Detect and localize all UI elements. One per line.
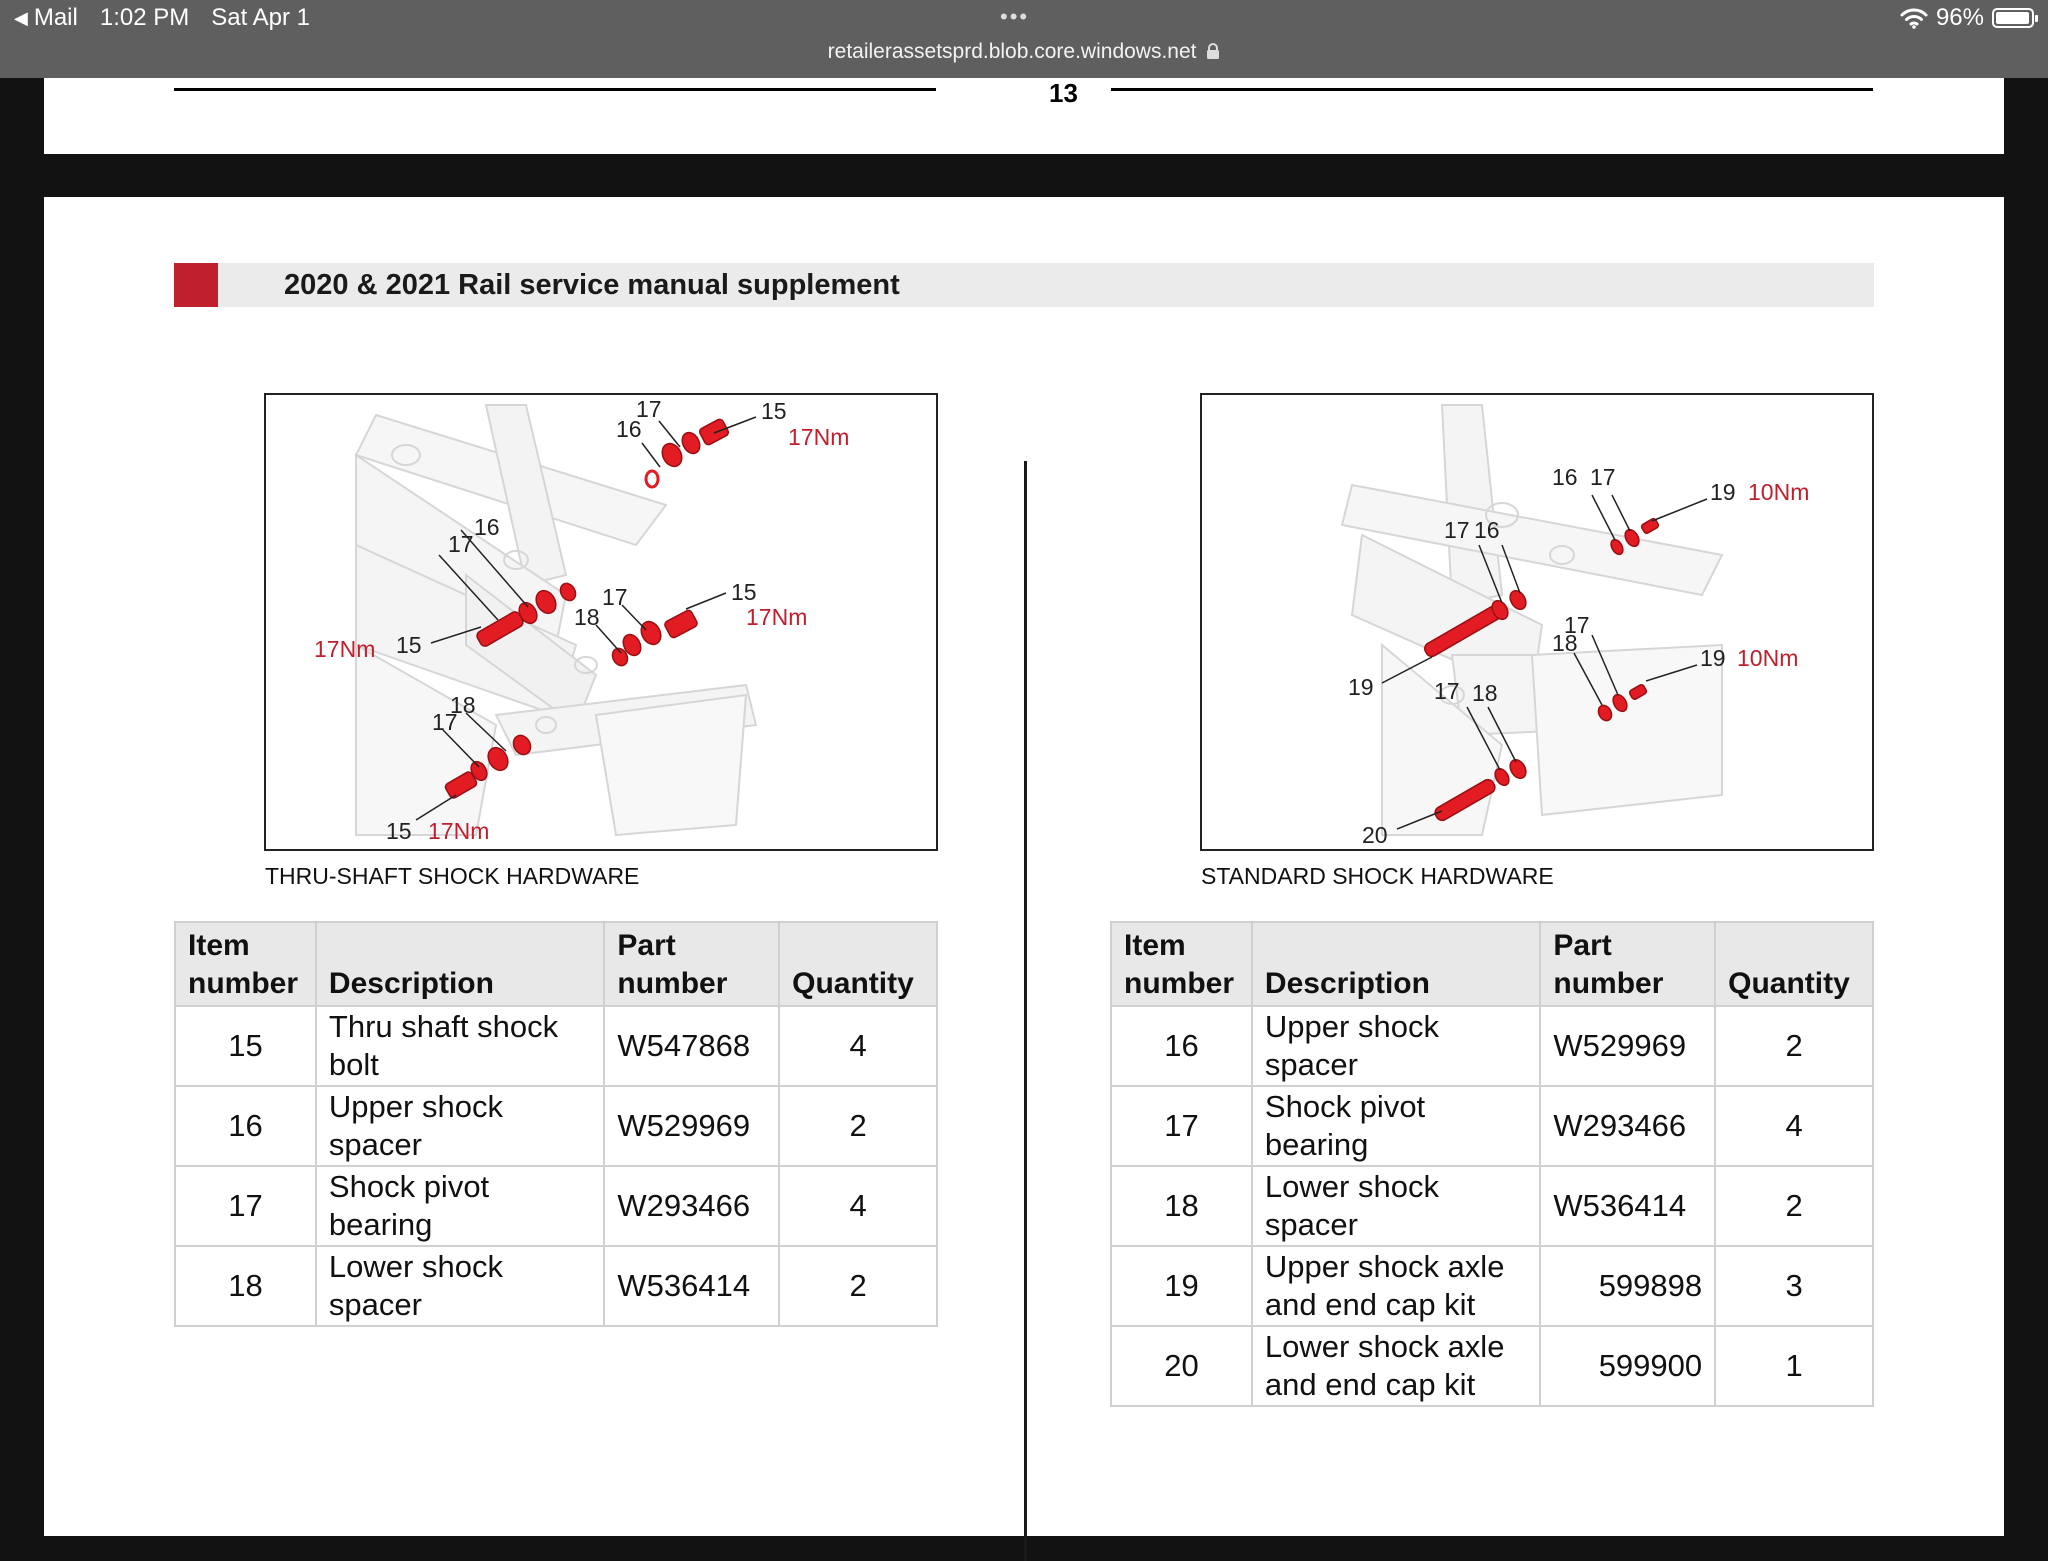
cell-qty: 4 <box>1715 1086 1873 1166</box>
lbl-20-bottom: 20 <box>1362 822 1388 848</box>
standard-shock-diagram <box>1200 393 1874 851</box>
header-line: number <box>188 967 299 1000</box>
cell-description <box>1252 1086 1540 1166</box>
cell-part: 599900 <box>1540 1326 1715 1406</box>
table-row <box>1111 1246 1873 1326</box>
desc-line: Upper shock axle <box>1264 1249 1505 1284</box>
cell-item: 17 <box>1111 1086 1252 1166</box>
left-caption: THRU-SHAFT SHOCK HARDWARE <box>265 863 640 889</box>
desc-line: Shock pivot <box>1264 1089 1426 1124</box>
desc-line: and end cap kit <box>1264 1287 1476 1322</box>
col-header-part <box>604 922 779 1006</box>
standard-parts-table <box>1110 921 1874 1407</box>
desc-line: Thru shaft shock <box>328 1009 559 1044</box>
cell-description <box>1252 1326 1540 1406</box>
header-line: number <box>1553 967 1664 1000</box>
header-line: Description <box>328 967 494 1000</box>
header-line: Quantity <box>1728 967 1850 1000</box>
col-header-quantity <box>779 922 937 1006</box>
col-header-description <box>316 922 604 1006</box>
desc-line: bearing <box>1264 1127 1369 1162</box>
cell-item: 20 <box>1111 1326 1252 1406</box>
cell-item: 19 <box>1111 1246 1252 1326</box>
cell-part: W547868 <box>604 1006 779 1086</box>
lbl-15-top: 15 <box>761 398 787 424</box>
table-row <box>175 1246 937 1326</box>
cell-part: W529969 <box>604 1086 779 1166</box>
torque-mid-left: 17Nm <box>314 636 376 662</box>
desc-line: Upper shock <box>328 1089 503 1124</box>
header-line: number <box>617 967 728 1000</box>
cell-description <box>316 1086 604 1166</box>
standard-shock-illustration <box>1202 395 1874 851</box>
cell-part: W536414 <box>604 1246 779 1326</box>
cell-description <box>316 1006 604 1086</box>
cell-part: W529969 <box>1540 1006 1715 1086</box>
lbl-16-mid: 16 <box>1474 517 1500 543</box>
cell-part: W293466 <box>604 1166 779 1246</box>
header-line: Item <box>1124 929 1186 962</box>
table-header-row <box>1111 922 1873 1006</box>
col-header-quantity <box>1715 922 1873 1006</box>
battery-fill <box>1996 12 2029 24</box>
lbl-15-bottom: 15 <box>386 818 412 844</box>
lbl-17-midright: 17 <box>1564 612 1590 638</box>
desc-line: bearing <box>328 1207 433 1242</box>
lbl-18-midright: 18 <box>1552 630 1578 656</box>
col-header-part <box>1540 922 1715 1006</box>
page-rule-left <box>174 88 936 91</box>
lbl-18-bottom: 18 <box>1472 680 1498 706</box>
desc-line: Lower shock axle <box>1264 1329 1505 1364</box>
status-bar <box>0 0 2048 78</box>
cell-description <box>1252 1166 1540 1246</box>
lbl-15-midright: 15 <box>731 579 757 605</box>
lbl-17-bottom: 17 <box>432 709 458 735</box>
battery-icon <box>1992 8 2034 28</box>
desc-line: Upper shock <box>1264 1009 1439 1044</box>
header-line: Part <box>617 929 676 962</box>
lbl-17-mid: 17 <box>1444 517 1470 543</box>
page-rule-right <box>1111 88 1873 91</box>
torque-bottom: 17Nm <box>428 818 490 844</box>
lbl-18-bottom: 18 <box>450 692 476 718</box>
table-row <box>175 1166 937 1246</box>
lbl-17-midright: 17 <box>602 584 628 610</box>
table-header-row <box>175 922 937 1006</box>
wifi-icon <box>1900 7 1928 29</box>
cell-item: 16 <box>1111 1006 1252 1086</box>
lbl-16-mid: 16 <box>474 514 500 540</box>
lbl-16-top: 16 <box>1552 464 1578 490</box>
table-row <box>175 1086 937 1166</box>
status-date: Sat Apr 1 <box>211 4 310 31</box>
cell-description <box>1252 1006 1540 1086</box>
page-number: 13 <box>1049 78 1078 108</box>
page-title: 2020 & 2021 Rail service manual supplement <box>284 269 900 301</box>
header-line: Description <box>1264 967 1430 1000</box>
thru-shaft-parts-table <box>174 921 938 1327</box>
cell-part: W536414 <box>1540 1166 1715 1246</box>
lbl-19-left: 19 <box>1348 674 1374 700</box>
lbl-17-mid: 17 <box>448 531 474 557</box>
header-line: Part <box>1553 929 1612 962</box>
cell-description <box>316 1246 604 1326</box>
lbl-17-bottom: 17 <box>1434 678 1460 704</box>
cell-qty: 2 <box>779 1246 937 1326</box>
url-text: retailerassetsprd.blob.core.windows.net <box>827 40 1197 63</box>
torque-top: 17Nm <box>788 424 850 450</box>
lbl-19-midright: 19 <box>1700 645 1726 671</box>
multitask-dots-icon[interactable]: ••• <box>1000 4 1030 29</box>
header-line: Item <box>188 929 250 962</box>
thru-shaft-diagram <box>264 393 938 851</box>
cell-qty: 2 <box>1715 1006 1873 1086</box>
desc-line: and end cap kit <box>1264 1367 1476 1402</box>
cell-qty: 4 <box>779 1166 937 1246</box>
status-right <box>1900 4 2034 32</box>
desc-line: Shock pivot <box>328 1169 490 1204</box>
battery-percent: 96% <box>1935 4 1984 31</box>
lbl-19-top: 19 <box>1710 479 1736 505</box>
desc-line: Lower shock <box>1264 1169 1439 1204</box>
column-divider <box>1024 461 1027 1561</box>
header-line: Quantity <box>792 967 914 1000</box>
col-header-item <box>1111 922 1252 1006</box>
cell-item: 18 <box>1111 1166 1252 1246</box>
lbl-17-top: 17 <box>1590 464 1616 490</box>
cell-qty: 1 <box>1715 1326 1873 1406</box>
cell-item: 17 <box>175 1166 316 1246</box>
table-row <box>175 1006 937 1086</box>
lock-icon <box>1206 43 1220 59</box>
table-row <box>1111 1006 1873 1086</box>
thru-shaft-illustration <box>266 395 938 851</box>
desc-line: bolt <box>328 1047 379 1082</box>
cell-description <box>1252 1246 1540 1326</box>
torque-mid-right: 17Nm <box>746 604 808 630</box>
cell-qty: 2 <box>1715 1166 1873 1246</box>
table-row <box>1111 1166 1873 1246</box>
desc-line: spacer <box>328 1287 422 1322</box>
status-time: 1:02 PM <box>99 4 190 31</box>
cell-item: 18 <box>175 1246 316 1326</box>
lbl-18-midright: 18 <box>574 604 600 630</box>
document-page <box>44 197 2004 1536</box>
back-arrow-icon[interactable]: ◀ <box>14 7 28 28</box>
previous-page <box>44 78 2004 154</box>
cell-qty: 2 <box>779 1086 937 1166</box>
lbl-17-top: 17 <box>636 396 662 422</box>
col-header-item <box>175 922 316 1006</box>
lbl-16-top: 16 <box>616 416 642 442</box>
cell-description <box>316 1166 604 1246</box>
right-caption: STANDARD SHOCK HARDWARE <box>1201 863 1554 889</box>
col-header-description <box>1252 922 1540 1006</box>
back-to-app-link[interactable]: Mail <box>33 4 78 31</box>
cell-part: W293466 <box>1540 1086 1715 1166</box>
desc-line: Lower shock <box>328 1249 503 1284</box>
cell-part: 599898 <box>1540 1246 1715 1326</box>
cell-item: 16 <box>175 1086 316 1166</box>
table-row <box>1111 1326 1873 1406</box>
lbl-15-mid: 15 <box>396 632 422 658</box>
desc-line: spacer <box>328 1127 422 1162</box>
cell-qty: 3 <box>1715 1246 1873 1326</box>
cell-qty: 4 <box>779 1006 937 1086</box>
desc-line: spacer <box>1264 1047 1358 1082</box>
header-line: number <box>1124 967 1235 1000</box>
desc-line: spacer <box>1264 1207 1358 1242</box>
cell-item: 15 <box>175 1006 316 1086</box>
status-left <box>14 4 310 32</box>
table-row <box>1111 1086 1873 1166</box>
torque-top: 10Nm <box>1748 479 1810 505</box>
header-accent <box>174 263 218 307</box>
address-bar[interactable] <box>0 40 2048 64</box>
torque-mid: 10Nm <box>1737 645 1799 671</box>
